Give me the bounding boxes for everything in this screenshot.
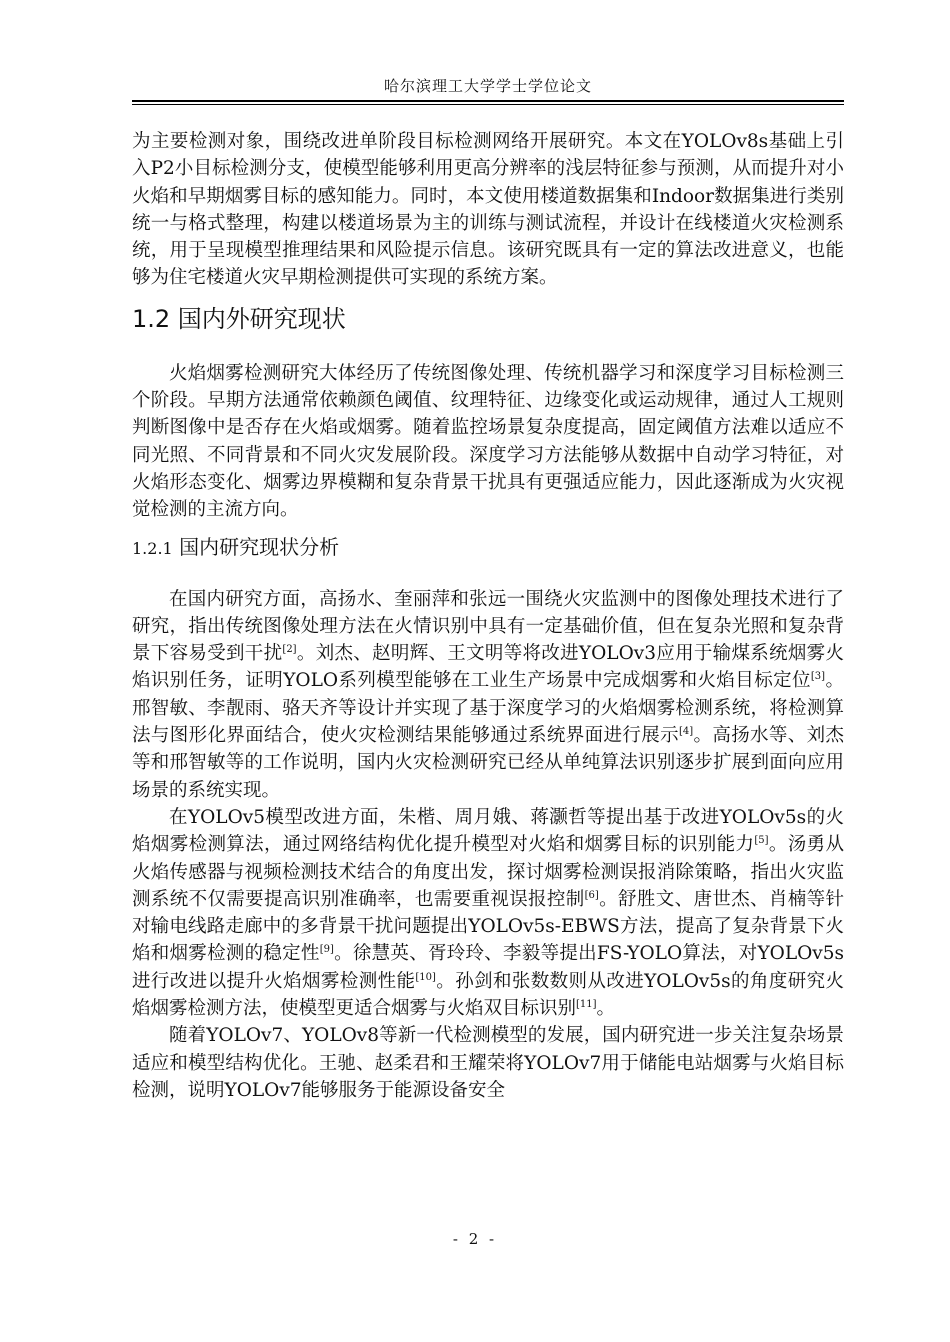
page-number: - 2 - [452,1230,498,1248]
text-run: 在国内研究方面，高扬水、奎丽萍和张远一围绕火灾监测中的图像处理技术进行了研究，指出传统图像处理方法在火情识别中具有一定基础价值，但在复杂光照和复杂背景下容易受到干扰 [132,588,844,665]
domestic-research-paragraph-3: 随着YOLOv7、YOLOv8等新一代检测模型的发展，国内研究进一步关注复杂场景适应和模型结构优化。王驰、赵柔君和王耀荣将YOLOv7用于储能电站烟雾与火焰目标检测，说明YOLOv7能够服务于能源设备安全 [132,1025,844,1101]
text-run: 。孙剑和张数数则从改进YOLOv5s的角度研究火焰烟雾检测方法，使模型更适合烟雾与火焰双目标识别 [132,970,844,1020]
header-rule [132,100,844,105]
citation-ref: [5] [754,835,769,847]
citation-ref: [3] [810,671,826,683]
text-run: 。汤勇从火焰传感器与视频检测技术结合的角度出发，探讨烟雾检测误报消除策略，指出火灾监测系统不仅需要提高识别准确率，也需要重视误报控制 [132,834,844,910]
citation-ref: [2] [282,644,297,655]
text-run: 在YOLOv5模型改进方面，朱楷、周月娥、蒋灏哲等提出基于改进YOLOv5s的火焰烟雾检测算法，通过网络结构优化提升模型对火焰和烟雾目标的识别能力 [132,806,844,856]
citation-ref: [10] [415,971,436,983]
citation-ref: [11] [576,998,597,1010]
text-run: 。刘杰、赵明辉、王文明等将改进YOLOv3应用于输煤系统烟雾火焰识别任务，证明YOLO系列模型能够在工业生产场景中完成烟雾和火焰目标定位 [132,643,844,692]
citation-ref: [9] [319,944,334,956]
section-heading-1-2-1 [132,532,844,564]
text-run: 。 [596,998,616,1020]
text-run: 。舒胜文、唐世杰、肖楠等针对输电线路走廊中的多背景干扰问题提出YOLOv5s-EBWS方法，提高了复杂背景下火焰和烟雾检测的稳定性 [132,888,844,965]
section-number: 1.2.1 [132,538,173,558]
text-run: 。高扬水等、刘杰等和邢智敏等的工作说明，国内火灾检测研究已经从单纯算法识别逐步扩展到面向应用场景的系统实现。 [132,725,844,801]
text-run: 。徐慧英、胥玲玲、李毅等提出FS-YOLO算法，对YOLOv5s进行改进以提升火焰烟雾检测性能 [132,943,844,992]
body-content [132,128,844,1104]
section-title: 国内研究现状分析 [179,534,340,559]
citation-ref: [4] [678,725,694,737]
domestic-research-paragraph-2 [132,804,844,1022]
running-header: 哈尔滨理工大学学士学位论文 [383,77,592,95]
intro-paragraph: 为主要检测对象，围绕改进单阶段目标检测网络开展研究。本文在YOLOv8s基础上引入P2小目标检测分支，使模型能够利用更高分辨率的浅层特征参与预测，从而提升对小火焰和早期烟雾目标的感知能力。同时，本文使用楼道数据集和Indoor数据集进行类别统一与格式整理，构建以楼道场景为主的训练与测试流程，并设计在线楼道火灾检测系统，用于呈现模型推理结果和风险提示信息。该研究既具有一定的算法改进意义，也能够为住宅楼道火灾早期检测提供可实现的系统方案。 [132,131,844,289]
section-heading-1-2: 1.2 国内外研究现状 [132,304,346,333]
section-1-2-paragraph: 火焰烟雾检测研究大体经历了传统图像处理、传统机器学习和深度学习目标检测三个阶段。早期方法通常依赖颜色阈值、纹理特征、边缘变化或运动规律，通过人工规则判断图像中是否存在火焰或烟雾。随着监控场景复杂度提高，固定阈值方法难以适应不同光照、不同背景和不同火灾发展阶段。深度学习方法能够从数据中自动学习特征，对火焰形态变化、烟雾边界模糊和复杂背景干扰具有更强适应能力，因此逐渐成为火灾视觉检测的主流方向。 [132,362,844,521]
text-run: 。邢智敏、李靓雨、骆天齐等设计并实现了基于深度学习的火焰烟雾检测系统，将检测算法与图形化界面结合，使火灾检测结果能够通过系统界面进行展示 [132,670,844,747]
citation-ref: [6] [584,889,599,901]
domestic-research-paragraph-1 [132,586,844,804]
